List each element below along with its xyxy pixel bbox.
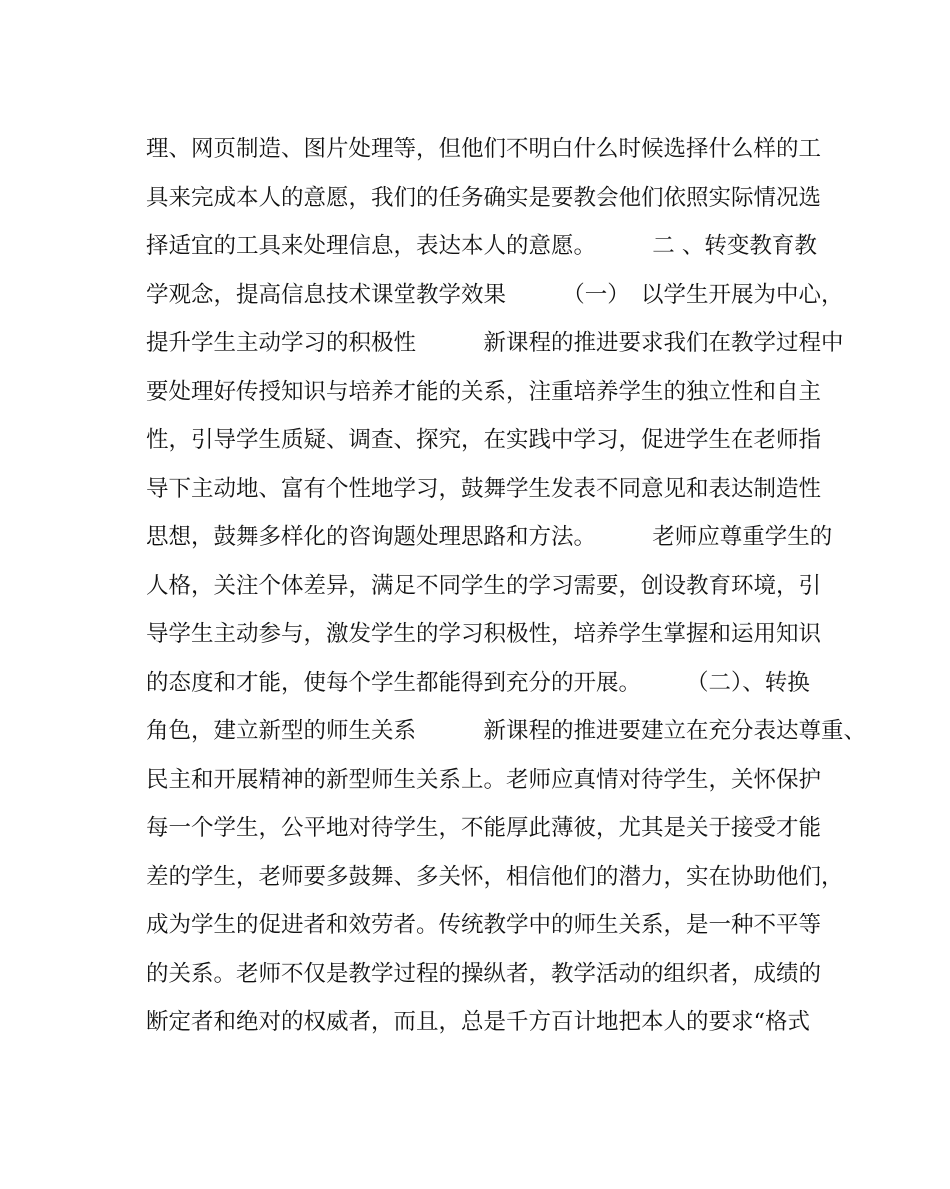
text-line-9: 思想，鼓舞多样化的咨询题处理思路和方法。 老师应尊重学生的 [146, 524, 833, 550]
text-line-13: 角色，建立新型的师生关系 新课程的推进要建立在充分表达尊重、 [146, 718, 867, 744]
text-line-1: 理、网页制造、图片处理等，但他们不明白什么时候选择什么样的工 [146, 136, 822, 162]
text-line-2: 具来完成本人的意愿，我们的任务确实是要教会他们依照实际情况选 [146, 184, 822, 211]
text-line-14: 民主和开展精神的新型师生关系上。老师应真情对待学生，关怀保护 [146, 766, 822, 793]
text-line-10: 人格，关注个体差异，满足不同学生的学习需要，创设教育环境，引 [146, 572, 822, 599]
text-line-6: 要处理好传授知识与培养才能的关系，注重培养学生的独立性和自主 [146, 378, 822, 405]
text-line-16: 差的学生，老师要多鼓舞、多关怀，相信他们的潜力，实在协助他们， [146, 863, 844, 890]
text-line-3: 择适宜的工具来处理信息，表达本人的意愿。 二 、转变教育教 [146, 233, 817, 259]
text-line-7: 性，引导学生质疑、调查、探究，在实践中学习，促进学生在老师指 [146, 427, 822, 453]
text-line-18: 的关系。老师不仅是教学过程的操纵者，教学活动的组织者，成绩的 [146, 960, 822, 987]
text-line-17: 成为学生的促进者和效劳者。传统教学中的师生关系，是一种不平等 [146, 912, 822, 938]
text-line-5: 提升学生主动学习的积极性 新课程的推进要求我们在教学过程中 [146, 330, 844, 356]
text-line-11: 导学生主动参与，激发学生的学习积极性，培养学生掌握和运用知识 [146, 621, 822, 647]
text-line-15: 每一个学生，公平地对待学生，不能厚此薄彼，尤其是关于接受才能 [146, 815, 822, 841]
text-line-12: 的态度和才能，使每个学生都能得到充分的开展。 （二）、转换 [146, 669, 810, 696]
text-line-19: 断定者和绝对的权威者，而且，总是千方百计地把本人的要求“格式 [146, 1009, 811, 1035]
text-line-8: 导下主动地、富有个性地学习，鼓舞学生发表不同意见和表达制造性 [146, 475, 822, 502]
body-text [146, 125, 867, 1047]
text-line-4: 学观念，提高信息技术课堂教学效果 （一） 以学生开展为中心， [146, 281, 844, 308]
